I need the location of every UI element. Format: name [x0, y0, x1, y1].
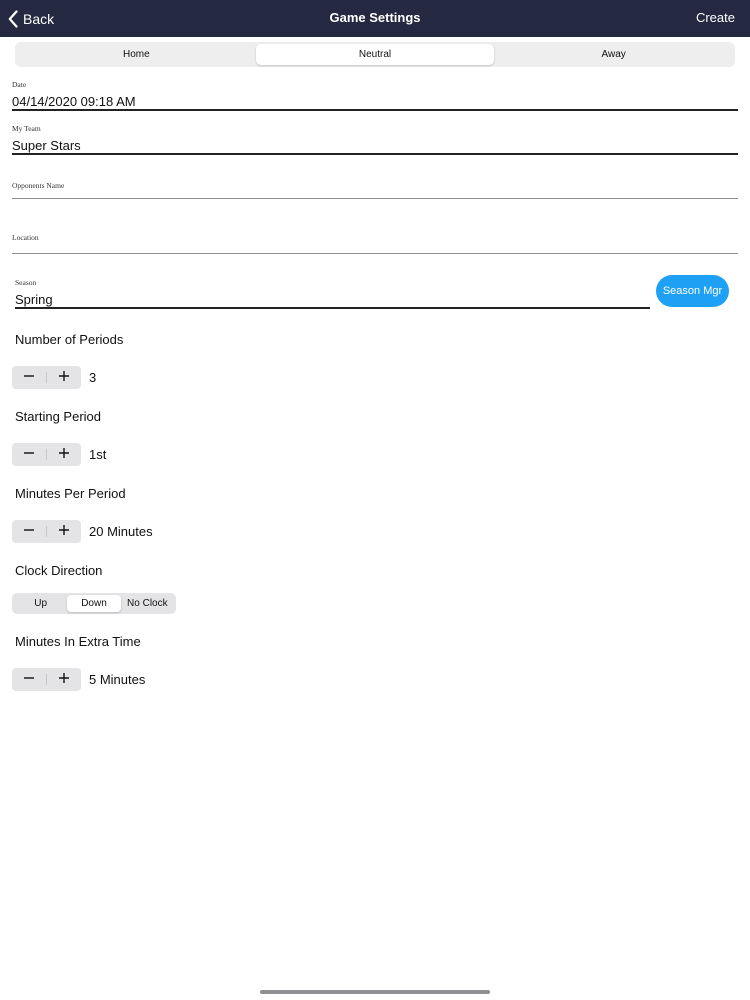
home-indicator[interactable]: [260, 990, 490, 994]
periods-value: 3: [89, 370, 97, 385]
date-label: Date: [12, 80, 27, 89]
minutes-per-period-label: Minutes Per Period: [15, 486, 126, 501]
starting-period-decrement-button[interactable]: [12, 443, 46, 466]
clock-direction-label: Clock Direction: [15, 563, 103, 578]
segment-up[interactable]: Up: [34, 598, 48, 609]
starting-period-label: Starting Period: [15, 409, 101, 424]
segment-home[interactable]: Home: [122, 49, 150, 60]
minus-icon: [23, 446, 35, 464]
periods-label: Number of Periods: [15, 332, 124, 347]
extra-time-increment-button[interactable]: [47, 668, 81, 691]
extra-time-stepper: [12, 668, 81, 691]
starting-period-stepper: [12, 443, 81, 466]
opponents-label: Opponents Name: [12, 181, 65, 190]
periods-decrement-button[interactable]: [12, 366, 46, 389]
season-manager-button[interactable]: Season Mgr: [656, 275, 729, 307]
segment-neutral[interactable]: Neutral: [256, 44, 495, 65]
my-team-input[interactable]: Super Stars: [12, 138, 81, 153]
periods-stepper: [12, 366, 81, 389]
date-value[interactable]: 04/14/2020 09:18 AM: [12, 94, 136, 109]
location-underline: [12, 253, 738, 254]
date-underline: [12, 109, 738, 111]
create-button[interactable]: Create: [695, 10, 735, 25]
extra-time-label: Minutes In Extra Time: [15, 634, 141, 649]
periods-increment-button[interactable]: [47, 366, 81, 389]
minutes-per-period-decrement-button[interactable]: [12, 520, 46, 543]
minus-icon: [23, 523, 35, 541]
season-label: Season: [15, 278, 37, 287]
my-team-underline: [12, 153, 738, 155]
segment-away[interactable]: Away: [601, 49, 626, 60]
venue-segmented-control: [15, 42, 735, 67]
extra-time-value: 5 Minutes: [89, 672, 146, 687]
season-input[interactable]: Spring: [15, 292, 53, 307]
location-label: Location: [12, 233, 39, 242]
extra-time-decrement-button[interactable]: [12, 668, 46, 691]
page-title: Game Settings: [329, 10, 421, 25]
minutes-per-period-stepper: [12, 520, 81, 543]
minutes-per-period-increment-button[interactable]: [47, 520, 81, 543]
clock-direction-segmented-control: [12, 593, 176, 614]
season-underline: [15, 307, 650, 309]
minus-icon: [23, 369, 35, 387]
my-team-label: My Team: [12, 124, 41, 133]
back-label: Back: [23, 11, 55, 27]
plus-icon: [58, 446, 70, 464]
starting-period-increment-button[interactable]: [47, 443, 81, 466]
segment-down[interactable]: Down: [67, 595, 120, 612]
segment-no-clock[interactable]: No Clock: [127, 598, 168, 609]
plus-icon: [58, 369, 70, 387]
minus-icon: [23, 671, 35, 689]
navigation-bar: [0, 0, 750, 37]
starting-period-value: 1st: [89, 447, 107, 462]
opponents-underline: [12, 198, 738, 199]
plus-icon: [58, 671, 70, 689]
plus-icon: [58, 523, 70, 541]
minutes-per-period-value: 20 Minutes: [89, 524, 153, 539]
